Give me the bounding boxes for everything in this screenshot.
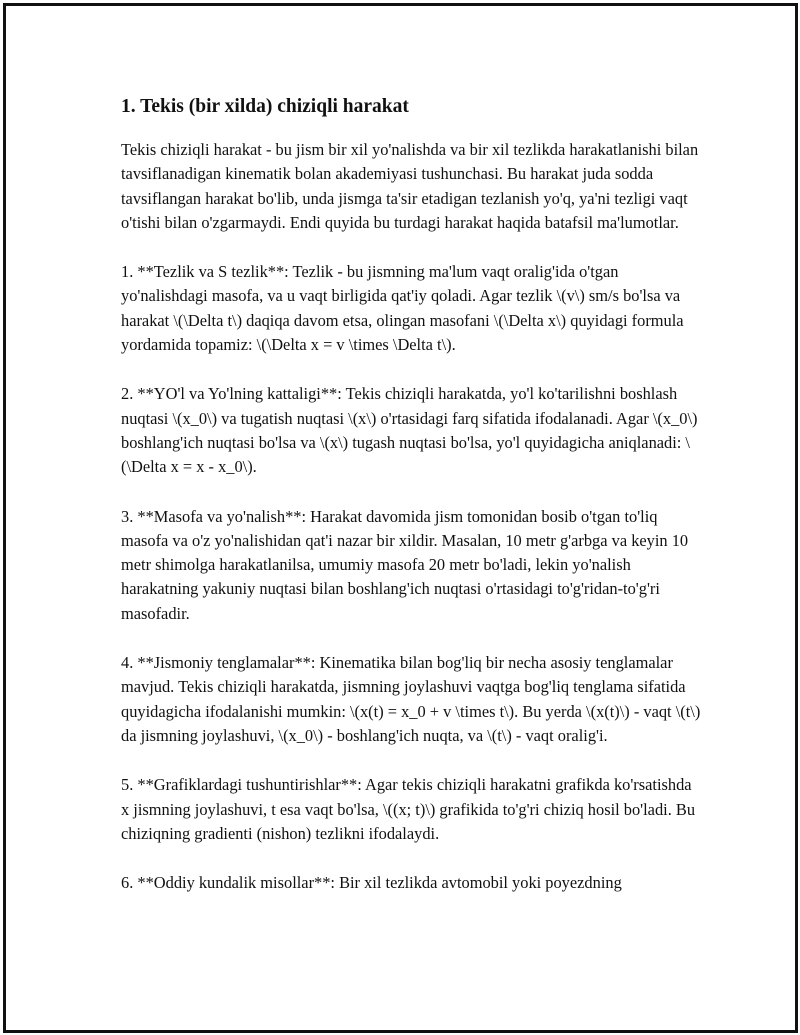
paragraph-speed: 1. **Tezlik va S tezlik**: Tezlik - bu jismning ma'lum vaqt oralig'ida o'tgan yo'nalishdagi masofa, va u vaqt birligida qat'iy qoladi. Agar tezlik \(v\) sm/s bo'lsa va harakat \(\Delta t\) daqiqa davom etsa, olingan masofani \(\Delta x\) quyidagi formula yordamida topamiz: \(\Delta x = v \times \Delta t\). [121, 262, 684, 355]
paragraph-graph-explanations: 5. **Grafiklardagi tushuntirishlar**: Agar tekis chiziqli harakatni grafikda ko'rsatishda x jismning joylashuvi, t esa vaqt bo'lsa, \((x; t)\) grafikida to'g'ri chiziq hosil bo'ladi. Bu chiziqning gradienti (nishon) tezlikni ifodalaydi. [121, 775, 696, 843]
document-title: 1. Tekis (bir xilda) chiziqli harakat [121, 96, 409, 117]
page-frame [3, 3, 798, 1033]
paragraph-path: 2. **YO'l va Yo'lning kattaligi**: Tekis chiziqli harakatda, yo'l ko'tarilishni boshlash nuqtasi \(x_0\) va tugatish nuqtasi \(x\) o'rtasidagi farq sifatida ifodalanadi. Agar \(x_0\) boshlang'ich nuqtasi bo'lsa va \(x\) tugash nuqtasi bo'lsa, yo'l quyidagicha aniqlanadi: \(\Delta x = x - x_0\). [121, 384, 698, 477]
document-body [121, 94, 701, 920]
paragraph-everyday-examples: 6. **Oddiy kundalik misollar**: Bir xil tezlikda avtomobil yoki poyezdning [121, 873, 622, 893]
paragraph-physical-equations: 4. **Jismoniy tenglamalar**: Kinematika bilan bog'liq bir necha asosiy tenglamalar mavjud. Tekis chiziqli harakatda, jismning joylashuvi vaqtga bog'liq tenglama sifatida quyidagicha ifodalanishi mumkin: \(x(t) = x_0 + v \times t\). Bu yerda \(x(t)\) - vaqt \(t\) da jismning joylashuvi, \(x_0\) - boshlang'ich nuqta, va \(t\) - vaqt oralig'i. [121, 653, 701, 745]
paragraph-distance-direction: 3. **Masofa va yo'nalish**: Harakat davomida jism tomonidan bosib o'tgan to'liq masofa va o'z yo'nalishidan qat'i nazar bir xildir. Masalan, 10 metr g'arbga va keyin 10 metr shimolga harakatlanilsa, umumiy masofa 20 metr bo'ladi, lekin yo'nalish harakatning yakuniy nuqtasi bilan boshlang'ich nuqtasi o'rtasidagi to'g'ridan-to'g'ri masofadir. [121, 506, 689, 623]
intro-paragraph: Tekis chiziqli harakat - bu jism bir xil yo'nalishda va bir xil tezlikda harakatlanishi bilan tavsiflanadigan kinematik bolan akademiyasi tushunchasi. Bu harakat juda sodda tavsiflangan harakat bo'lib, unda jismga ta'sir etadigan tezlanish yo'q, ya'ni tezligi vaqt o'tishi bilan o'zgarmaydi. Endi quyida bu turdagi harakat haqida batafsil ma'lumotlar. [121, 140, 699, 232]
